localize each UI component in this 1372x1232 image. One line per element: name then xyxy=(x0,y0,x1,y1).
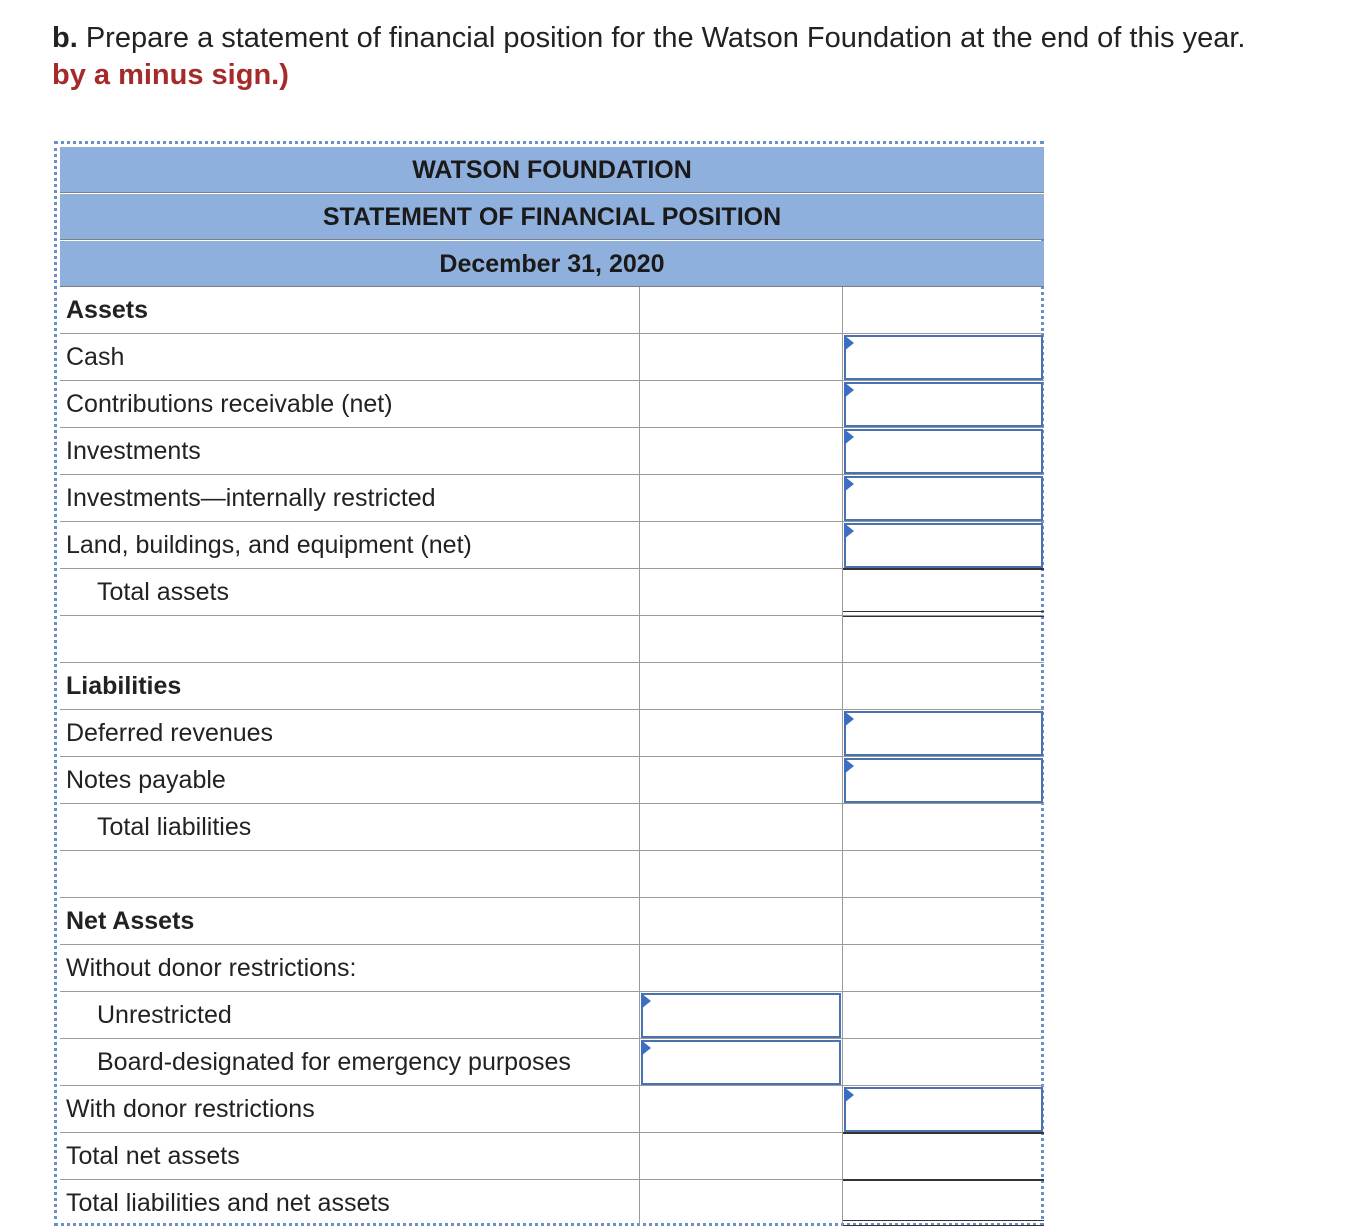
cash-label: Cash xyxy=(60,334,640,380)
deferred-revenues-amount-input[interactable] xyxy=(844,711,1043,756)
col2-cell xyxy=(843,475,1044,521)
row-land xyxy=(60,522,1044,569)
blank-label xyxy=(60,616,640,662)
dropdown-flag-icon[interactable] xyxy=(844,758,854,774)
col2-cell xyxy=(843,1039,1044,1085)
col2-cell xyxy=(843,522,1044,568)
unrestricted-label: Unrestricted xyxy=(60,992,640,1038)
deferred-revenues-label: Deferred revenues xyxy=(60,710,640,756)
dropdown-flag-icon[interactable] xyxy=(641,1040,651,1056)
col2-cell xyxy=(843,851,1044,897)
row-total-assets xyxy=(60,569,1044,616)
cash-amount-input[interactable] xyxy=(844,335,1043,380)
with-donor-label: With donor restrictions xyxy=(60,1086,640,1132)
row-blank xyxy=(60,851,1044,898)
row-without-donor xyxy=(60,945,1044,992)
col1-cell xyxy=(640,475,843,521)
col2-cell xyxy=(843,616,1044,662)
contributions-amount-input[interactable] xyxy=(844,382,1043,427)
total-rule xyxy=(843,1132,1044,1134)
col1-cell xyxy=(640,898,843,944)
dropdown-flag-icon[interactable] xyxy=(844,476,854,492)
liabilities-header: Liabilities xyxy=(60,663,640,709)
col2-cell xyxy=(843,428,1044,474)
col1-cell xyxy=(640,522,843,568)
row-contributions xyxy=(60,381,1044,428)
row-notes-payable xyxy=(60,757,1044,804)
row-board-designated xyxy=(60,1039,1044,1086)
investments-restricted-amount-input[interactable] xyxy=(844,476,1043,521)
col1-cell xyxy=(640,1086,843,1132)
row-total-liabilities-net-assets xyxy=(60,1180,1044,1227)
col1-cell xyxy=(640,851,843,897)
investments-restricted-label: Investments—internally restricted xyxy=(60,475,640,521)
col1-cell xyxy=(640,1133,843,1179)
net-assets-header: Net Assets xyxy=(60,898,640,944)
col2-cell xyxy=(843,992,1044,1038)
col2-cell xyxy=(843,381,1044,427)
col2-cell xyxy=(843,334,1044,380)
instructions xyxy=(52,20,1372,94)
unrestricted-amount-input[interactable] xyxy=(641,993,841,1038)
col2-cell xyxy=(843,945,1044,991)
col2-cell xyxy=(843,1086,1044,1132)
double-underline xyxy=(843,1220,1044,1226)
instructions-text: Prepare a statement of financial position for the Watson Foundation at the end of this year. xyxy=(77,22,1246,54)
with-donor-amount-input[interactable] xyxy=(844,1087,1043,1132)
dropdown-flag-icon[interactable] xyxy=(844,711,854,727)
total-net-assets-label: Total net assets xyxy=(60,1133,640,1179)
col2-cell xyxy=(843,287,1044,333)
row-deferred-revenues xyxy=(60,710,1044,757)
dropdown-flag-icon[interactable] xyxy=(641,993,651,1009)
col2-cell xyxy=(843,663,1044,709)
col1-cell xyxy=(640,428,843,474)
total-liabilities-label: Total liabilities xyxy=(60,804,640,850)
notes-payable-amount-input[interactable] xyxy=(844,758,1043,803)
row-total-net-assets xyxy=(60,1133,1044,1180)
col1-cell xyxy=(640,1039,843,1085)
statement-title: WATSON FOUNDATION xyxy=(60,147,1044,193)
total-assets-amount xyxy=(843,569,1044,615)
assets-header: Assets xyxy=(60,287,640,333)
col1-cell xyxy=(640,334,843,380)
investments-amount-input[interactable] xyxy=(844,429,1043,474)
col2-cell xyxy=(843,898,1044,944)
dropdown-flag-icon[interactable] xyxy=(844,1087,854,1103)
total-liabilities-net-assets-amount xyxy=(843,1180,1044,1226)
col1-cell xyxy=(640,757,843,803)
part-label: b. xyxy=(52,22,78,54)
col1-cell xyxy=(640,710,843,756)
instructions-note: by a minus sign.) xyxy=(52,59,289,91)
row-investments xyxy=(60,428,1044,475)
row-assets-header xyxy=(60,287,1044,334)
total-net-assets-amount xyxy=(843,1133,1044,1179)
statement-date: December 31, 2020 xyxy=(60,241,1044,287)
dropdown-flag-icon[interactable] xyxy=(844,382,854,398)
financial-statement-worksheet xyxy=(54,141,1044,1226)
row-cash xyxy=(60,334,1044,381)
contributions-label: Contributions receivable (net) xyxy=(60,381,640,427)
row-total-liabilities xyxy=(60,804,1044,851)
investments-label: Investments xyxy=(60,428,640,474)
row-liabilities-header xyxy=(60,663,1044,710)
statement-subtitle: STATEMENT OF FINANCIAL POSITION xyxy=(60,194,1044,240)
total-liabilities-amount xyxy=(843,804,1044,850)
board-designated-label: Board-designated for emergency purposes xyxy=(60,1039,640,1085)
dropdown-flag-icon[interactable] xyxy=(844,429,854,445)
col2-cell xyxy=(843,710,1044,756)
col1-cell xyxy=(640,287,843,333)
land-label: Land, buildings, and equipment (net) xyxy=(60,522,640,568)
blank-label xyxy=(60,851,640,897)
instructions-line-1 xyxy=(52,20,1372,57)
col1-cell xyxy=(640,616,843,662)
total-assets-label: Total assets xyxy=(60,569,640,615)
col1-cell xyxy=(640,569,843,615)
col1-cell xyxy=(640,945,843,991)
col1-cell xyxy=(640,804,843,850)
col1-cell xyxy=(640,663,843,709)
total-liabilities-net-assets-label: Total liabilities and net assets xyxy=(60,1180,640,1226)
row-blank xyxy=(60,616,1044,663)
dropdown-flag-icon[interactable] xyxy=(844,335,854,351)
notes-payable-label: Notes payable xyxy=(60,757,640,803)
col1-cell xyxy=(640,381,843,427)
col2-cell xyxy=(843,757,1044,803)
land-amount-input[interactable] xyxy=(844,523,1043,568)
row-with-donor xyxy=(60,1086,1044,1133)
row-investments-restricted xyxy=(60,475,1044,522)
col1-cell xyxy=(640,992,843,1038)
col1-cell xyxy=(640,1180,843,1226)
without-donor-label: Without donor restrictions: xyxy=(60,945,640,991)
board-designated-amount-input[interactable] xyxy=(641,1040,841,1085)
total-rule xyxy=(843,1179,1044,1181)
row-unrestricted xyxy=(60,992,1044,1039)
row-net-assets-header xyxy=(60,898,1044,945)
dropdown-flag-icon[interactable] xyxy=(844,523,854,539)
total-rule xyxy=(843,568,1044,570)
